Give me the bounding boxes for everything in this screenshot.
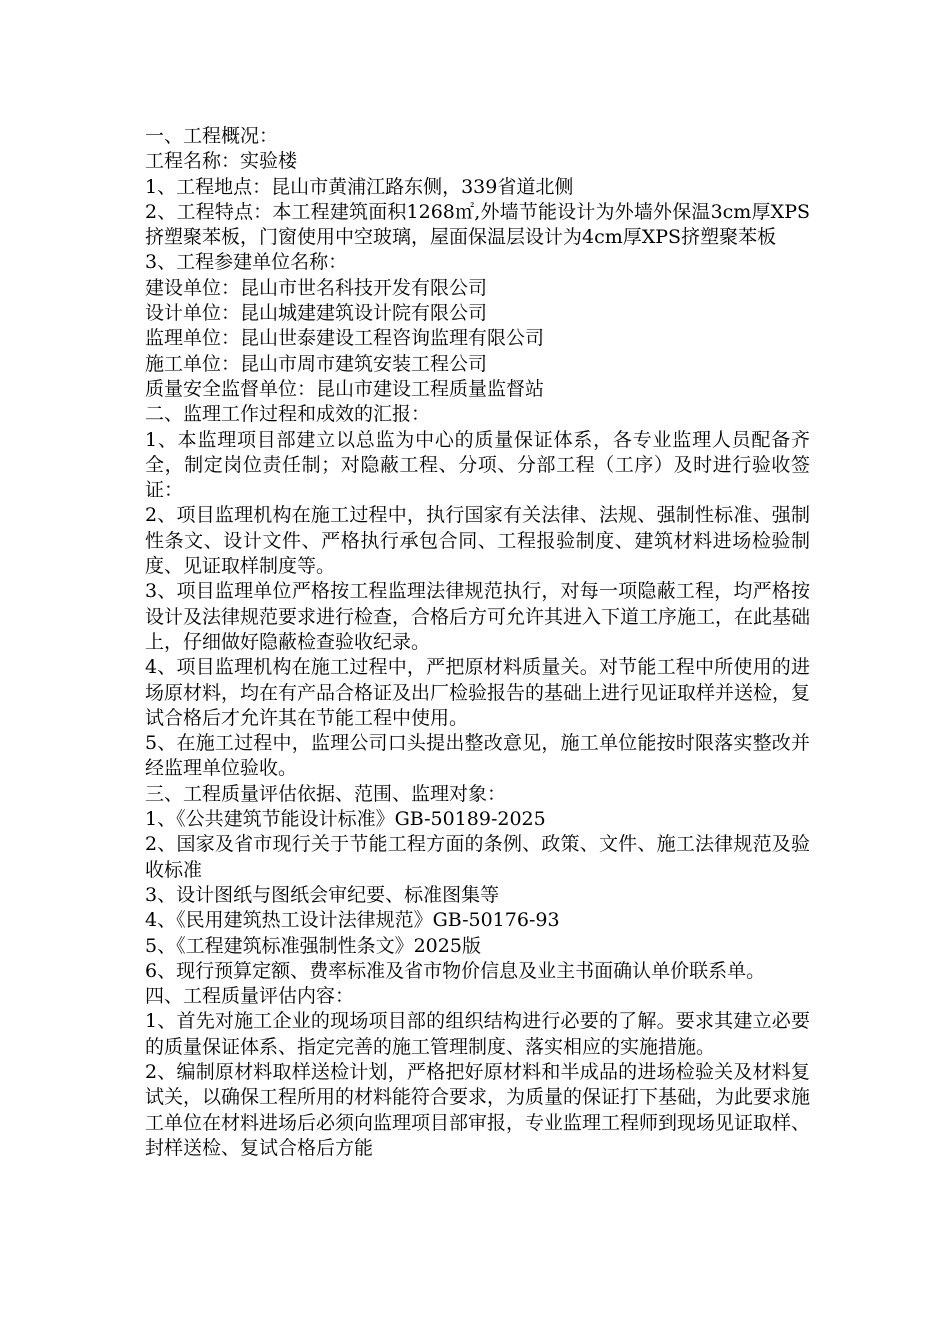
report-item-1: 1、本监理项目部建立以总监为中心的质量保证体系，各专业监理人员配备齐全，制定岗位责任制；对隐蔽工程、分项、分部工程（工序）及时进行验收签证： [145,428,810,502]
construction-unit: 施工单位：昆山市周市建筑安装工程公司 [145,352,488,375]
supervision-unit: 监理单位：昆山世泰建设工程咨询监理有限公司 [145,327,545,350]
project-name: 工程名称：实验楼 [145,150,298,173]
basis-item-3: 3、设计图纸与图纸会审纪要、标准图集等 [145,883,500,906]
basis-item-1: 1、《公共建筑节能设计标准》GB-50189-2025 [145,808,546,831]
document-page [145,124,810,1161]
quality-supervision-unit: 质量安全监督单位：昆山市建设工程质量监督站 [145,377,545,400]
project-location: 1、工程地点：昆山市黄浦江路东侧，339省道北侧 [145,175,574,198]
content-item-2: 2、编制原材料取样送检计划，严格把好原材料和半成品的进场检验关及材料复试关，以确保工程所用的材料能符合要求，为质量的保证打下基础，为此要求施工单位在材料进场后必须向监理项目部审报，专业监理工程师到现场见证取样、封样送检、复试合格后方能 [145,1060,811,1159]
section-heading-evaluation-basis: 三、工程质量评估依据、范围、监理对象： [145,782,507,805]
section-heading-supervision-report: 二、监理工作过程和成效的汇报： [145,403,431,426]
report-item-5: 5、在施工过程中，监理公司口头提出整改意见，施工单位能按时限落实整改并经监理单位验收。 [145,732,810,780]
project-features: 2、工程特点：本工程建筑面积1268㎡,外墙节能设计为外墙外保温3cm厚XPS挤塑聚苯板，门窗使用中空玻璃，屋面保温层设计为4cm厚XPS挤塑聚苯板 [145,200,810,249]
basis-item-2: 2、国家及省市现行关于节能工程方面的条例、政策、文件、施工法律规范及验收标准 [145,833,810,881]
section-heading-evaluation-content: 四、工程质量评估内容： [145,985,355,1008]
content-item-1: 1、首先对施工企业的现场项目部的组织结构进行必要的了解。要求其建立必要的质量保证体系、指定完善的施工管理制度、落实相应的实施措施。 [145,1010,810,1058]
basis-item-6: 6、现行预算定额、费率标准及省市物价信息及业主书面确认单价联系单。 [145,959,766,982]
basis-item-5: 5、《工程建筑标准强制性条文》2025版 [145,934,481,957]
report-item-3: 3、项目监理单位严格按工程监理法律规范执行，对每一项隐蔽工程，均严格按设计及法律规范要求进行检查，合格后方可允许其进入下道工序施工，在此基础上，仔细做好隐蔽检查验收纪录。 [145,580,811,653]
design-unit: 设计单位：昆山城建建筑设计院有限公司 [145,302,488,325]
owner-unit: 建设单位：昆山市世名科技开发有限公司 [145,276,488,299]
report-item-2: 2、项目监理机构在施工过程中，执行国家有关法律、法规、强制性标准、强制性条文、设计文件、严格执行承包合同、工程报验制度、建筑材料进场检验制度、见证取样制度等。 [145,504,810,578]
section-heading-overview: 一、工程概况： [145,125,279,147]
report-item-4: 4、项目监理机构在施工过程中，严把原材料质量关。对节能工程中所使用的进场原材料，均在有产品合格证及出厂检验报告的基础上进行见证取样并送检，复试合格后才允许其在节能工程中使用。 [145,656,811,729]
basis-item-4: 4、《民用建筑热工设计法律规范》GB-50176-93 [145,909,560,932]
participants-heading: 3、工程参建单位名称： [145,251,348,274]
